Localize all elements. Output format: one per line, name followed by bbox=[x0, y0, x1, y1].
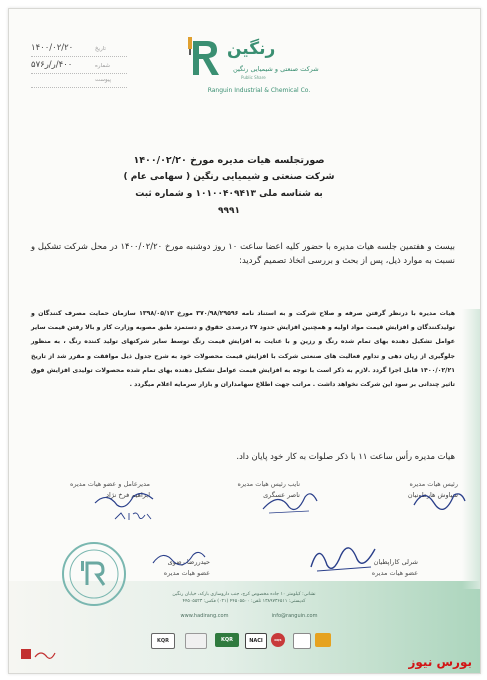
handwritten-date bbox=[113, 509, 153, 523]
vice-signature-scribble bbox=[259, 487, 319, 517]
cert-4-label: DQS bbox=[274, 638, 282, 642]
bourse-news-watermark: بورس نیوز bbox=[408, 655, 472, 669]
chair-name: سیاوش هارطونیان bbox=[407, 491, 458, 499]
footer-address-block bbox=[159, 591, 329, 605]
number-value: ۴۰۰/ر/ر۵۷۶ bbox=[31, 60, 73, 70]
chair-signature-scribble bbox=[409, 485, 469, 513]
attach-label: پیوست bbox=[95, 77, 112, 83]
number-underline bbox=[31, 73, 127, 74]
brand-subtitle-fa: شرکت صنعتی و شیمیایی رنگین bbox=[233, 65, 319, 73]
title-line-3: به شناسه ملی ۱۰۱۰۰۴۰۹۴۱۳ و شماره ثبت bbox=[135, 189, 323, 199]
title-line-2: شرکت صنعتی و شیمیایی رنگین ( سهامی عام ) bbox=[123, 172, 335, 182]
ranguin-logo-icon bbox=[187, 35, 225, 77]
paragraph-closing: هیات مدیره رأس ساعت ۱۱ با ذکر صلوات به کار خود پایان داد. bbox=[236, 451, 455, 461]
date-underline bbox=[31, 56, 127, 57]
cert-badge-2 bbox=[215, 633, 239, 647]
bourse-mini-logo-icon bbox=[21, 647, 57, 661]
footer-web-link[interactable]: www.hadirang.com bbox=[180, 613, 229, 619]
cert-3-label: NACI bbox=[249, 638, 263, 644]
side-decoration bbox=[462, 309, 480, 589]
cert-2-label: KQR bbox=[221, 637, 233, 643]
cert-badge-4 bbox=[271, 633, 285, 647]
member1-signature-scribble bbox=[305, 537, 385, 577]
footer-phone: کدپستی: ۱۳۸۹۷۳۶۵۱۱ تلفن: ۴۴۵۰۵۵۰۰ (۰۲۱) فکس: ۴۴۵۰۵۵۲۳ bbox=[182, 599, 306, 604]
cert-badge-1 bbox=[151, 633, 175, 649]
company-logo bbox=[179, 29, 339, 111]
ceo-name: ابراهیم فرخ نژاد bbox=[106, 491, 150, 499]
title-line-4: ۹۹۹۱ bbox=[218, 206, 240, 216]
member1-name: شرلی کاراپطیان bbox=[373, 558, 418, 566]
member2-role: عضو هیات مدیره bbox=[163, 569, 210, 577]
letter-page bbox=[8, 8, 481, 674]
ceo-role: مدیرعامل و عضو هیات مدیره bbox=[69, 480, 150, 488]
paragraph-intro: بیست و هفتمین جلسه هیات مدیره با حضور کلیه اعضا ساعت ۱۰ روز دوشنبه مورخ ۱۴۰۰/۰۲/۲۰ در محل شرکت تشکیل و نسبت به موارد ذیل، پس از بحث و بررسی اتخاذ تصمیم گردید: bbox=[31, 241, 456, 265]
number-label: شماره bbox=[95, 63, 111, 69]
member2-name: حیدررضا رضوی bbox=[167, 558, 210, 566]
vice-role: نایب رئیس هیات مدیره bbox=[237, 480, 300, 488]
brand-name-en: Ranguin Industrial & Chemical Co. bbox=[207, 87, 311, 94]
footer-links bbox=[129, 613, 369, 619]
company-stamp-icon bbox=[59, 539, 129, 609]
footer-address: نشانی: کیلومتر ۱۰ جاده مخصوص کرج، جنب داروسازی بارکد، خیابان رنگین bbox=[172, 592, 316, 597]
cert-badge-6 bbox=[315, 633, 331, 647]
cert-1-label: KQR bbox=[157, 638, 169, 644]
cert-badge-3 bbox=[245, 633, 267, 649]
chair-role: رئیس هیات مدیره bbox=[409, 480, 458, 488]
cert-badge-7 bbox=[185, 633, 207, 649]
vice-name: ناصر عسگری bbox=[263, 491, 300, 499]
brand-name-fa: رنگین bbox=[227, 39, 276, 59]
paragraph-resolution: هیات مدیره با درنظر گرفتن صرفه و صلاح شرکت و به استناد نامه ۳۷۰/۹۸/۲۹۵۹۶ مورخ ۱۳۹۸/۰۵/۱۳ سازمان حمایت مصرف کنندگان و تولیدکنندگان و افزایش قیمت مواد اولیه و همچنین افزایش حدود ۲۷ درصدی حقوق و دستمزد طبق مصوبه وزارت کار و بالا رفتن قیمت سایر عوامل تشکیل دهنده بهای تمام شده رنگ و رزین و با عنایت به افزایش قیمت رنگ توسط سایر شرکتهای تولید کننده رنگ ، به منظور جلوگیری از زیان دهی و تداوم فعالیت های صنعتی شرکت با افزایش قیمت محصولات خود به شرح جدول ذیل موافقت و مقرر شد از تاریخ ۱۴۰۰/۰۲/۲۱ قابل اجرا گردد .لازم به ذکر است با توجه به افزایش قیمت عوامل تشکیل دهنده بهای تمام شده محصولات تولیدی افزایش فوق تاثیر چندانی بر سود این شرکت نخواهد داشت . مراتب جهت اطلاع سهامداران و بازار سرمایه اعلام میگردد . bbox=[31, 310, 456, 389]
date-value: ۱۴۰۰/۰۲/۲۰ bbox=[31, 43, 74, 53]
attach-underline bbox=[31, 87, 127, 88]
member2-signature-scribble bbox=[149, 545, 209, 571]
brand-subtitle-small: Public Share bbox=[241, 75, 266, 80]
footer-email-link[interactable]: info@ranguin.com bbox=[271, 613, 318, 619]
member1-role: عضو هیات مدیره bbox=[371, 569, 418, 577]
title-line-1: صورتجلسه هیات مدیره مورخ ۱۴۰۰/۰۲/۲۰ bbox=[133, 155, 325, 166]
date-label: تاریخ bbox=[95, 46, 106, 52]
cert-badge-5 bbox=[293, 633, 311, 649]
